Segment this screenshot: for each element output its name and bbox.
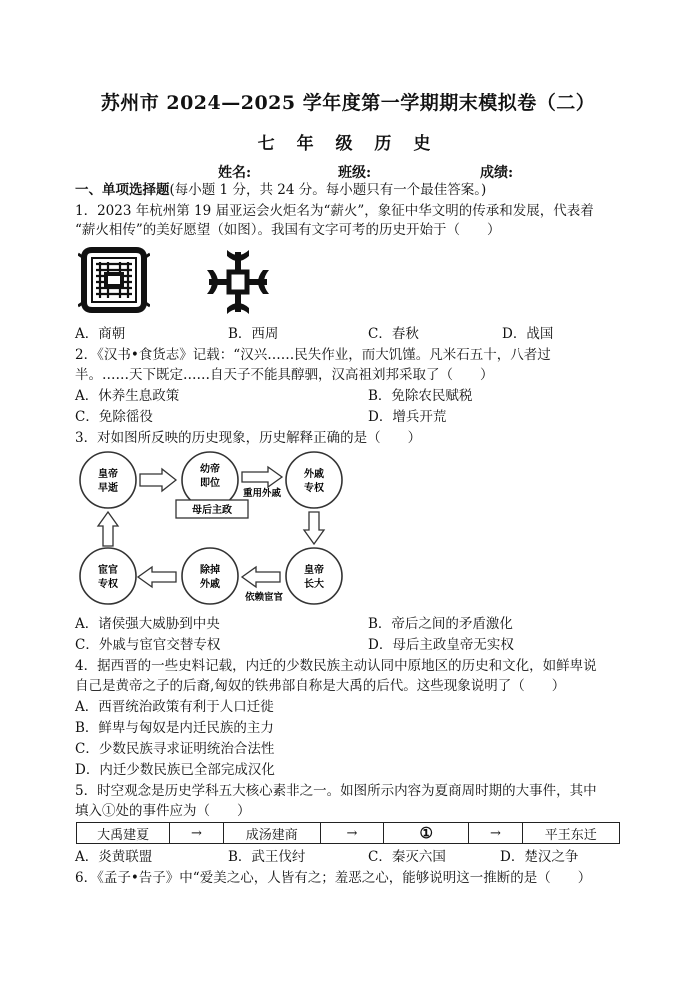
- section-title: 一、单项选择题: [75, 182, 170, 198]
- q1-option-c[interactable]: C．春秋: [368, 326, 419, 342]
- q2-line1: 2．《汉书•食货志》记载：“汉兴……民失作业，而大饥馑。凡米石五十，八者过: [75, 347, 551, 363]
- timeline-arrow-3: →: [469, 823, 522, 844]
- node-label-eunuch-2: 专权: [98, 579, 118, 590]
- node-label-eunuch-1: 宦官: [98, 565, 118, 576]
- fire-character-image: [205, 248, 271, 316]
- node-emperor-dies: [80, 452, 136, 508]
- node-remove-consort: [182, 548, 238, 604]
- q3-line1: 3．对如图所反映的历史现象，历史解释正确的是（ ）: [75, 430, 422, 446]
- q4-option-b[interactable]: B．鲜卑与匈奴是内迁民族的主力: [75, 720, 274, 736]
- q2-option-b[interactable]: B．免除农民赋税: [368, 388, 473, 404]
- q4-line2: 自己是黄帝之子的后裔,匈奴的铁弗部自称是大禹的后代。这些现象说明了（ ）: [75, 678, 566, 694]
- q4-option-d[interactable]: D．内迁少数民族已全部完成汉化: [75, 762, 275, 778]
- q3-option-c[interactable]: C．外戚与宦官交替专权: [75, 637, 221, 653]
- node-label-remove-2: 外戚: [200, 579, 220, 590]
- q5-line1: 5．时空观念是历史学科五大核心素非之一。如图所示内容为夏商周时期的大事件，其中: [75, 783, 597, 799]
- node-label-consort-2: 专权: [304, 483, 324, 494]
- section-note: (每小题 1 分，共 24 分。每小题只有一个最佳答案。): [169, 182, 487, 198]
- timeline-arrow-1: →: [170, 823, 223, 844]
- node-label-remove-1: 除掉: [200, 565, 220, 576]
- arrow-6: [98, 512, 118, 546]
- q6-line1: 6．《孟子•告子》中“爱美之心，人皆有之；羞恶之心，能够说明这一推断的是（ ）: [75, 870, 592, 886]
- empress-regency-label: 母后主政: [192, 505, 232, 516]
- q1-option-d[interactable]: D．战国: [502, 326, 554, 342]
- q2-line2: 半。……天下既定……自天子不能具醇驷，汉高祖刘邦采取了（ ）: [75, 367, 494, 383]
- q1-option-a[interactable]: A．商朝: [75, 326, 126, 342]
- q1-line1: 1．2023 年杭州第 19 届亚运会火炬名为“薪火”，象征中华文明的传承和发展，代表着: [75, 203, 594, 219]
- node-label-consort-1: 外戚: [304, 469, 324, 480]
- q5-option-c[interactable]: C．秦灭六国: [368, 849, 446, 865]
- arrow-2: [242, 467, 282, 487]
- arrow-5: [138, 567, 176, 587]
- node-label-emperor-dies-1: 皇帝: [98, 469, 118, 480]
- edge-label-2: 依赖宦官: [244, 592, 284, 603]
- q3-option-b[interactable]: B．帝后之间的矛盾激化: [368, 616, 513, 632]
- section-heading: [75, 181, 486, 199]
- timeline-cell-zhou-east: 平王东迁: [522, 823, 619, 844]
- q5-timeline-table: [76, 822, 620, 844]
- node-label-grows-1: 皇帝: [304, 565, 324, 576]
- q4-option-a[interactable]: A．西晋统治政策有利于人口迁徙: [75, 699, 274, 715]
- q1-option-b[interactable]: B．西周: [228, 326, 279, 342]
- page-title: 苏州市 2024—2025 学年度第一学期期末模拟卷（二）: [100, 92, 596, 114]
- timeline-cell-shang: 成汤建商: [223, 823, 320, 844]
- node-label-child-1: 幼帝: [200, 464, 220, 475]
- timeline-arrow-2: →: [320, 823, 383, 844]
- node-label-child-2: 即位: [200, 478, 220, 489]
- arrow-1: [140, 469, 176, 491]
- arrow-4: [242, 567, 280, 587]
- q5-option-d[interactable]: D．楚汉之争: [500, 849, 579, 865]
- q4-option-c[interactable]: C．少数民族寻求证明统治合法性: [75, 741, 275, 757]
- timeline-cell-blank-1: ①: [384, 823, 469, 844]
- q5-line2: 填入①处的事件应为（ ）: [75, 803, 251, 819]
- q5-option-b[interactable]: B．武王伐纣: [228, 849, 306, 865]
- q2-option-c[interactable]: C．免除徭役: [75, 409, 153, 425]
- arrow-3: [304, 512, 324, 544]
- node-consort-power: [286, 452, 342, 508]
- class-label: 班级:: [338, 165, 372, 181]
- q1-line2: “薪火相传”的美好愿望（如图）。我国有文字可考的历史开始于（ ）: [75, 222, 501, 238]
- q5-option-a[interactable]: A．炎黄联盟: [75, 849, 153, 865]
- page-subtitle: 七 年 级 历 史: [257, 134, 439, 154]
- score-label: 成绩:: [480, 165, 514, 181]
- node-label-emperor-dies-2: 早逝: [98, 483, 118, 494]
- torch-emblem-image: [78, 244, 150, 316]
- name-label: 姓名:: [218, 165, 252, 181]
- node-label-grows-2: 长大: [304, 579, 324, 590]
- node-eunuch-power: [80, 548, 136, 604]
- q4-line1: 4．据西晋的一些史料记载，内迁的少数民族主动认同中原地区的历史和文化，如鲜卑说: [75, 658, 597, 674]
- node-emperor-grows: [286, 548, 342, 604]
- q3-option-d[interactable]: D．母后主政皇帝无实权: [368, 637, 514, 653]
- q2-option-d[interactable]: D．增兵开荒: [368, 409, 447, 425]
- q3-cycle-diagram: [76, 450, 354, 610]
- timeline-cell-xia: 大禹建夏: [77, 823, 170, 844]
- edge-label-1: 重用外戚: [242, 488, 282, 499]
- q2-option-a[interactable]: A．休养生息政策: [75, 388, 180, 404]
- q3-option-a[interactable]: A．诸侯强大威胁到中央: [75, 616, 220, 632]
